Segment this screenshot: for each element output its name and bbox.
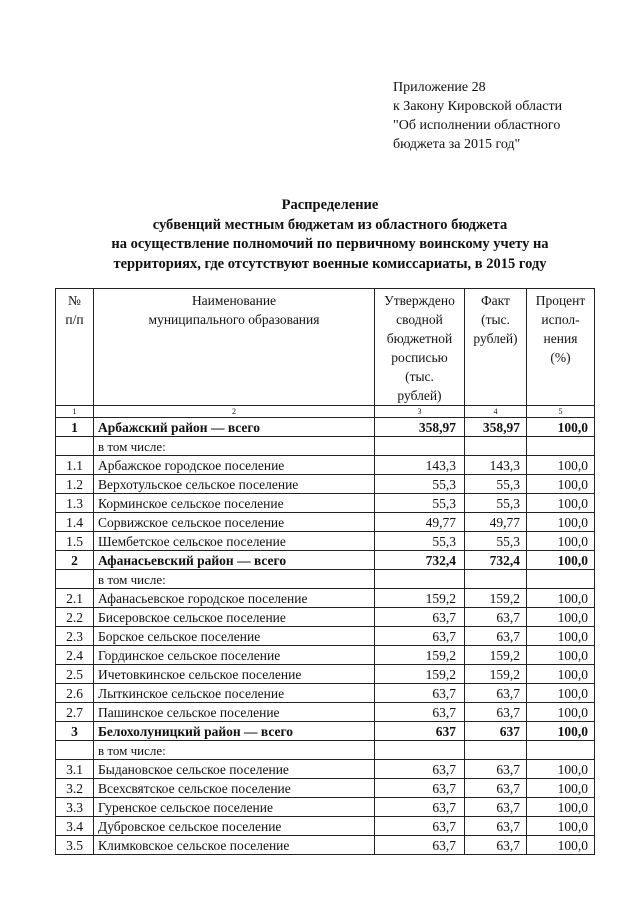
row-name: в том числе: xyxy=(94,570,375,589)
row-name: Шембетское сельское поселение xyxy=(94,532,375,551)
column-number: 2 xyxy=(94,406,375,418)
header-line: (тыс. xyxy=(405,369,434,384)
row-percent xyxy=(527,570,595,589)
row-approved: 63,7 xyxy=(375,608,465,627)
row-percent: 100,0 xyxy=(527,475,595,494)
row-fact: 63,7 xyxy=(465,798,527,817)
row-approved: 49,77 xyxy=(375,513,465,532)
header-line: Наименование xyxy=(191,293,277,308)
row-name: Быдановское сельское поселение xyxy=(94,760,375,779)
table-row xyxy=(56,703,595,722)
row-name: Арбажское городское поселение xyxy=(94,456,375,475)
row-percent: 100,0 xyxy=(527,608,595,627)
row-name: Борское сельское поселение xyxy=(94,627,375,646)
row-percent: 100,0 xyxy=(527,836,595,855)
subheading-row xyxy=(56,741,595,760)
table-row xyxy=(56,608,595,627)
row-approved xyxy=(375,741,465,760)
subheading-row xyxy=(56,437,595,456)
header-fact xyxy=(465,289,527,406)
table-row xyxy=(56,532,595,551)
header-number xyxy=(56,289,94,406)
row-name: Гординское сельское поселение xyxy=(94,646,375,665)
row-name: Бисеровское сельское поселение xyxy=(94,608,375,627)
row-percent: 100,0 xyxy=(527,494,595,513)
district-total-row xyxy=(56,418,595,437)
row-number: 2.7 xyxy=(56,703,94,722)
row-percent xyxy=(527,437,595,456)
table-row xyxy=(56,589,595,608)
column-number: 5 xyxy=(527,406,595,418)
row-name: Дубровское сельское поселение xyxy=(94,817,375,836)
row-fact: 63,7 xyxy=(465,836,527,855)
column-number-row xyxy=(56,406,595,418)
row-percent: 100,0 xyxy=(527,779,595,798)
header-line: (тыс. xyxy=(481,312,510,327)
row-number xyxy=(56,570,94,589)
row-percent: 100,0 xyxy=(527,684,595,703)
table-row xyxy=(56,779,595,798)
header-line: рублей) xyxy=(473,331,518,346)
header-line: (%) xyxy=(550,350,571,365)
header-line: сводной xyxy=(396,312,443,327)
row-fact: 55,3 xyxy=(465,475,527,494)
row-number xyxy=(56,437,94,456)
row-fact xyxy=(465,570,527,589)
row-name: Верхотульское сельское поселение xyxy=(94,475,375,494)
table-row xyxy=(56,627,595,646)
header-line: бюджетной xyxy=(386,331,453,346)
distribution-table xyxy=(55,288,595,855)
row-name: Климковское сельское поселение xyxy=(94,836,375,855)
row-fact: 55,3 xyxy=(465,532,527,551)
row-fact xyxy=(465,741,527,760)
row-fact: 143,3 xyxy=(465,456,527,475)
row-fact: 159,2 xyxy=(465,589,527,608)
row-name: Сорвижское сельское поселение xyxy=(94,513,375,532)
row-fact: 358,97 xyxy=(465,418,527,437)
row-fact: 159,2 xyxy=(465,646,527,665)
row-number: 1.2 xyxy=(56,475,94,494)
row-fact: 63,7 xyxy=(465,627,527,646)
table-row xyxy=(56,513,595,532)
row-number: 2.2 xyxy=(56,608,94,627)
row-percent: 100,0 xyxy=(527,760,595,779)
row-fact: 55,3 xyxy=(465,494,527,513)
row-approved: 55,3 xyxy=(375,494,465,513)
title-line: субвенций местным бюджетам из областного бюджета xyxy=(152,216,508,233)
row-percent: 100,0 xyxy=(527,418,595,437)
row-approved: 55,3 xyxy=(375,532,465,551)
header-line: п/п xyxy=(65,312,84,327)
document-title xyxy=(60,196,600,274)
row-name: Пашинское сельское поселение xyxy=(94,703,375,722)
row-number: 3.3 xyxy=(56,798,94,817)
district-total-row xyxy=(56,551,595,570)
row-percent: 100,0 xyxy=(527,646,595,665)
row-percent: 100,0 xyxy=(527,627,595,646)
row-number: 2.3 xyxy=(56,627,94,646)
row-approved: 63,7 xyxy=(375,836,465,855)
row-approved: 143,3 xyxy=(375,456,465,475)
row-number: 1.3 xyxy=(56,494,94,513)
row-name: Лыткинское сельское поселение xyxy=(94,684,375,703)
table-header-row xyxy=(56,289,595,406)
column-number: 3 xyxy=(375,406,465,418)
row-number: 3.2 xyxy=(56,779,94,798)
row-approved: 358,97 xyxy=(375,418,465,437)
header-line: Процент xyxy=(535,293,586,308)
row-number: 2.1 xyxy=(56,589,94,608)
row-fact: 63,7 xyxy=(465,779,527,798)
row-approved: 63,7 xyxy=(375,703,465,722)
row-number: 1.4 xyxy=(56,513,94,532)
header-approved xyxy=(375,289,465,406)
row-name: Ичетовкинское сельское поселение xyxy=(94,665,375,684)
title-line: на осуществление полномочий по первичному воинскому учету на xyxy=(111,236,549,252)
appendix-reference xyxy=(393,78,562,154)
row-approved xyxy=(375,437,465,456)
row-number: 2.5 xyxy=(56,665,94,684)
row-percent: 100,0 xyxy=(527,817,595,836)
row-approved: 63,7 xyxy=(375,684,465,703)
table-row xyxy=(56,494,595,513)
row-fact xyxy=(465,437,527,456)
row-number: 3 xyxy=(56,722,94,741)
row-percent xyxy=(527,741,595,760)
row-name: Белохолуницкий район — всего xyxy=(94,722,375,741)
row-percent: 100,0 xyxy=(527,798,595,817)
appendix-line: к Закону Кировской области xyxy=(393,99,563,114)
district-total-row xyxy=(56,722,595,741)
header-line: росписью xyxy=(391,350,448,365)
appendix-line: бюджета за 2015 год" xyxy=(393,137,521,152)
row-number: 1.5 xyxy=(56,532,94,551)
column-number: 1 xyxy=(56,406,94,418)
row-number: 2.6 xyxy=(56,684,94,703)
header-line: Утверждено xyxy=(384,293,455,308)
row-name: Гуренское сельское поселение xyxy=(94,798,375,817)
appendix-line: "Об исполнении областного xyxy=(393,118,561,133)
row-name: в том числе: xyxy=(94,437,375,456)
row-percent: 100,0 xyxy=(527,665,595,684)
row-number: 1 xyxy=(56,418,94,437)
column-number: 4 xyxy=(465,406,527,418)
row-approved: 159,2 xyxy=(375,589,465,608)
table-row xyxy=(56,665,595,684)
row-approved: 637 xyxy=(375,722,465,741)
table-row xyxy=(56,475,595,494)
subheading-row xyxy=(56,570,595,589)
row-number: 3.1 xyxy=(56,760,94,779)
title-line: территориях, где отсутствуют военные комиссариаты, в 2015 году xyxy=(113,255,547,272)
row-percent: 100,0 xyxy=(527,551,595,570)
row-number: 1.1 xyxy=(56,456,94,475)
row-fact: 159,2 xyxy=(465,665,527,684)
row-fact: 637 xyxy=(465,722,527,741)
row-fact: 63,7 xyxy=(465,817,527,836)
row-name: Арбажский район — всего xyxy=(94,418,375,437)
row-approved: 63,7 xyxy=(375,627,465,646)
header-line: испол- xyxy=(541,312,580,327)
header-percent xyxy=(527,289,595,406)
table-row xyxy=(56,456,595,475)
row-number: 2 xyxy=(56,551,94,570)
row-number: 2.4 xyxy=(56,646,94,665)
row-name: Афанасьевский район — всего xyxy=(94,551,375,570)
table-row xyxy=(56,646,595,665)
row-approved: 63,7 xyxy=(375,817,465,836)
row-approved: 159,2 xyxy=(375,646,465,665)
row-name: Всехсвятское сельское поселение xyxy=(94,779,375,798)
row-percent: 100,0 xyxy=(527,456,595,475)
row-name: Корминское сельское поселение xyxy=(94,494,375,513)
row-approved: 732,4 xyxy=(375,551,465,570)
header-line: муниципального образования xyxy=(148,312,320,327)
header-line: Факт xyxy=(481,293,510,308)
table-row xyxy=(56,760,595,779)
row-number: 3.5 xyxy=(56,836,94,855)
header-line: рублей) xyxy=(397,388,442,403)
row-approved: 159,2 xyxy=(375,665,465,684)
row-approved: 55,3 xyxy=(375,475,465,494)
row-percent: 100,0 xyxy=(527,703,595,722)
row-number xyxy=(56,741,94,760)
row-fact: 49,77 xyxy=(465,513,527,532)
row-name: в том числе: xyxy=(94,741,375,760)
title-line: Распределение xyxy=(281,197,379,213)
row-name: Афанасьевское городское поселение xyxy=(94,589,375,608)
table-row xyxy=(56,817,595,836)
table-body xyxy=(56,418,595,855)
row-fact: 732,4 xyxy=(465,551,527,570)
row-percent: 100,0 xyxy=(527,722,595,741)
header-line: № xyxy=(68,293,81,308)
row-approved: 63,7 xyxy=(375,779,465,798)
table-row xyxy=(56,684,595,703)
appendix-line: Приложение 28 xyxy=(393,80,486,95)
row-percent: 100,0 xyxy=(527,589,595,608)
row-percent: 100,0 xyxy=(527,513,595,532)
row-approved xyxy=(375,570,465,589)
row-percent: 100,0 xyxy=(527,532,595,551)
header-name xyxy=(94,289,375,406)
row-number: 3.4 xyxy=(56,817,94,836)
row-fact: 63,7 xyxy=(465,703,527,722)
row-approved: 63,7 xyxy=(375,798,465,817)
table-row xyxy=(56,798,595,817)
table-row xyxy=(56,836,595,855)
row-fact: 63,7 xyxy=(465,684,527,703)
row-approved: 63,7 xyxy=(375,760,465,779)
row-fact: 63,7 xyxy=(465,608,527,627)
header-line: нения xyxy=(543,331,578,346)
row-fact: 63,7 xyxy=(465,760,527,779)
